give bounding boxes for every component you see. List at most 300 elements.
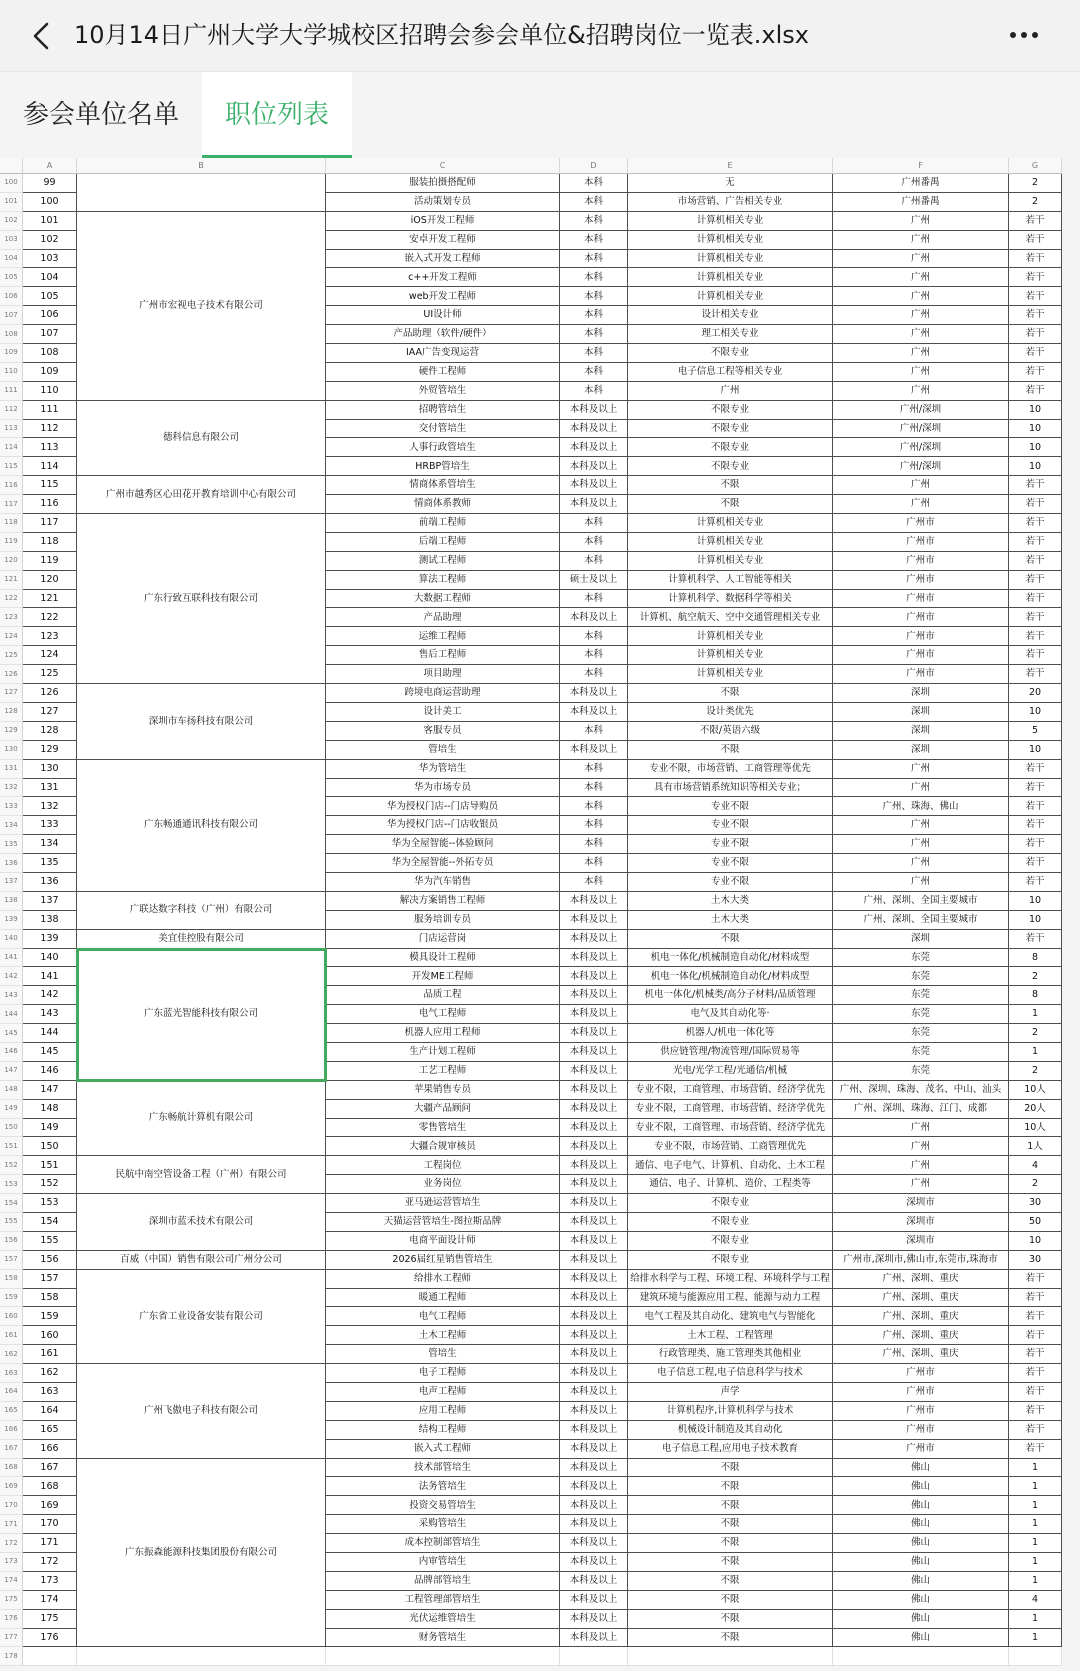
cell-company[interactable]: 百威（中国）销售有限公司广州分公司 [77,1251,326,1270]
cell-major[interactable]: 不限 [628,1591,833,1610]
cell-job-title[interactable]: 机器人应用工程师 [326,1024,560,1043]
cell-serial-no[interactable]: 103 [23,250,77,269]
cell-degree[interactable]: 本科及以上 [560,1270,628,1289]
cell-major[interactable]: 不限 [628,1553,833,1572]
cell-company[interactable]: 民航中南空管设备工程（广州）有限公司 [77,1156,326,1194]
cell-major[interactable]: 专业不限 [628,816,833,835]
cell-location[interactable]: 广州、深圳、重庆 [833,1270,1009,1289]
cell-serial-no[interactable]: 123 [23,627,77,646]
cell-major[interactable]: 理工相关专业 [628,325,833,344]
cell-job-title[interactable]: 人事行政管培生 [326,438,560,457]
cell-headcount[interactable]: 若干 [1009,571,1062,590]
cell-job-title[interactable]: 安卓开发工程师 [326,231,560,250]
row-number[interactable]: 110 [0,363,23,382]
cell-headcount[interactable]: 若干 [1009,1364,1062,1383]
cell-location[interactable]: 广州市,深圳市,佛山市,东莞市,珠海市 [833,1251,1009,1270]
cell-major[interactable]: 计算机相关专业 [628,268,833,287]
row-number[interactable]: 136 [0,854,23,873]
row-number[interactable]: 150 [0,1119,23,1138]
column-header-c[interactable]: C [326,158,560,174]
cell-job-title[interactable]: 电商平面设计师 [326,1232,560,1251]
cell-major[interactable]: 计算机相关专业 [628,287,833,306]
cell-company[interactable]: 德科信息有限公司 [77,401,326,477]
row-number[interactable]: 109 [0,344,23,363]
column-header-e[interactable]: E [628,158,833,174]
cell-serial-no[interactable]: 116 [23,495,77,514]
cell-headcount[interactable]: 若干 [1009,476,1062,495]
cell-job-title[interactable]: 后端工程师 [326,533,560,552]
cell-major[interactable]: 机电一体化/机械类/高分子材料/品质管理 [628,986,833,1005]
cell-major[interactable]: 无 [628,174,833,193]
cell-serial-no[interactable]: 137 [23,892,77,911]
row-number[interactable]: 142 [0,967,23,986]
cell-headcount[interactable]: 若干 [1009,854,1062,873]
cell-job-title[interactable]: 算法工程师 [326,571,560,590]
cell-serial-no[interactable]: 122 [23,608,77,627]
cell-job-title[interactable]: 大疆合规审核员 [326,1137,560,1156]
cell-location[interactable]: 佛山 [833,1515,1009,1534]
cell-serial-no[interactable]: 156 [23,1251,77,1270]
cell-location[interactable]: 广州市 [833,1440,1009,1459]
cell-major[interactable]: 专业不限，工商管理、市场营销、经济学优先 [628,1119,833,1138]
cell-major[interactable]: 计算机、航空航天、空中交通管理相关专业 [628,608,833,627]
cell-serial-no[interactable]: 133 [23,816,77,835]
cell-location[interactable]: 广州市 [833,646,1009,665]
cell-degree[interactable]: 本科及以上 [560,1213,628,1232]
cell-job-title[interactable]: 电声工程师 [326,1383,560,1402]
row-number[interactable]: 166 [0,1421,23,1440]
cell-serial-no[interactable]: 149 [23,1119,77,1138]
cell-major[interactable]: 不限 [628,1459,833,1478]
cell-serial-no[interactable]: 113 [23,438,77,457]
cell-job-title[interactable]: 财务管培生 [326,1629,560,1648]
cell-serial-no[interactable]: 138 [23,911,77,930]
row-number[interactable]: 144 [0,1005,23,1024]
cell-job-title[interactable]: 采购管培生 [326,1515,560,1534]
cell-degree[interactable]: 本科 [560,514,628,533]
cell-major[interactable]: 专业不限，市场营销、工商管理等优先 [628,760,833,779]
cell-job-title[interactable]: 业务岗位 [326,1175,560,1194]
cell-serial-no[interactable]: 175 [23,1610,77,1629]
row-number[interactable]: 121 [0,571,23,590]
cell-headcount[interactable]: 10 [1009,911,1062,930]
row-number[interactable]: 152 [0,1156,23,1175]
cell-major[interactable]: 计算机相关专业 [628,250,833,269]
cell-serial-no[interactable]: 129 [23,741,77,760]
cell-location[interactable]: 广州市 [833,1402,1009,1421]
cell-headcount[interactable]: 1 [1009,1553,1062,1572]
row-number[interactable]: 122 [0,590,23,609]
cell-serial-no[interactable]: 102 [23,231,77,250]
cell-serial-no[interactable]: 166 [23,1440,77,1459]
cell-job-title[interactable]: 嵌入式开发工程师 [326,250,560,269]
cell-job-title[interactable]: HRBP管培生 [326,457,560,476]
cell-degree[interactable]: 本科及以上 [560,401,628,420]
cell-major[interactable]: 不限 [628,1629,833,1648]
cell-major[interactable]: 建筑环境与能源应用工程、能源与动力工程 [628,1289,833,1308]
cell-job-title[interactable]: 大数据工程师 [326,590,560,609]
row-number[interactable]: 113 [0,420,23,439]
cell-degree[interactable]: 本科 [560,722,628,741]
cell-location[interactable]: 深圳市 [833,1194,1009,1213]
cell-headcount[interactable]: 1 [1009,1477,1062,1496]
row-number[interactable]: 115 [0,457,23,476]
row-number[interactable]: 164 [0,1383,23,1402]
cell-location[interactable]: 广州 [833,250,1009,269]
cell-job-title[interactable]: 服务培训专员 [326,911,560,930]
cell-headcount[interactable]: 30 [1009,1251,1062,1270]
tab-job-list[interactable]: 职位列表 [202,72,352,158]
cell-job-title[interactable]: 结构工程师 [326,1421,560,1440]
more-button[interactable] [1004,24,1044,46]
cell-degree[interactable]: 本科及以上 [560,1081,628,1100]
cell-degree[interactable]: 本科及以上 [560,741,628,760]
cell-headcount[interactable]: 2 [1009,1024,1062,1043]
cell-major[interactable]: 专业不限 [628,835,833,854]
row-number[interactable]: 138 [0,892,23,911]
cell-headcount[interactable]: 若干 [1009,287,1062,306]
cell-serial-no[interactable]: 161 [23,1345,77,1364]
row-number[interactable]: 157 [0,1251,23,1270]
cell-degree[interactable]: 本科及以上 [560,1477,628,1496]
cell-headcount[interactable]: 1 [1009,1005,1062,1024]
cell-major[interactable]: 专业不限 [628,797,833,816]
cell-job-title[interactable]: 内审管培生 [326,1553,560,1572]
cell-company[interactable]: 美宜佳控股有限公司 [77,930,326,949]
empty-cell[interactable] [628,1647,833,1666]
cell-serial-no[interactable]: 176 [23,1629,77,1648]
cell-degree[interactable]: 本科 [560,231,628,250]
cell-location[interactable]: 深圳 [833,722,1009,741]
cell-serial-no[interactable]: 147 [23,1081,77,1100]
cell-serial-no[interactable]: 132 [23,797,77,816]
row-number[interactable]: 156 [0,1232,23,1251]
cell-serial-no[interactable]: 114 [23,457,77,476]
cell-job-title[interactable]: 硬件工程师 [326,363,560,382]
cell-job-title[interactable]: 工程管理部管培生 [326,1591,560,1610]
row-number[interactable]: 146 [0,1043,23,1062]
cell-serial-no[interactable]: 107 [23,325,77,344]
cell-job-title[interactable]: 品质工程 [326,986,560,1005]
cell-serial-no[interactable]: 171 [23,1534,77,1553]
row-number[interactable]: 134 [0,816,23,835]
cell-location[interactable]: 广州市 [833,533,1009,552]
cell-location[interactable]: 广州 [833,854,1009,873]
cell-location[interactable]: 广州 [833,382,1009,401]
cell-headcount[interactable]: 4 [1009,1591,1062,1610]
row-number[interactable]: 175 [0,1591,23,1610]
cell-major[interactable]: 电气及其自动化等· [628,1005,833,1024]
cell-job-title[interactable]: 产品助理（软件/硬件） [326,325,560,344]
row-number[interactable]: 100 [0,174,23,193]
cell-headcount[interactable]: 1 [1009,1043,1062,1062]
cell-serial-no[interactable]: 101 [23,212,77,231]
cell-location[interactable]: 广州 [833,268,1009,287]
cell-job-title[interactable]: 技术部管培生 [326,1459,560,1478]
cell-location[interactable]: 东莞 [833,967,1009,986]
cell-headcount[interactable]: 2 [1009,1062,1062,1081]
cell-location[interactable]: 广州 [833,287,1009,306]
cell-major[interactable]: 通信、电子、计算机、造价、工程类等 [628,1175,833,1194]
cell-degree[interactable]: 本科及以上 [560,420,628,439]
cell-company[interactable]: 广联达数字科技（广州）有限公司 [77,892,326,930]
cell-headcount[interactable]: 若干 [1009,665,1062,684]
cell-serial-no[interactable]: 121 [23,590,77,609]
cell-job-title[interactable]: 生产计划工程师 [326,1043,560,1062]
cell-job-title[interactable]: 服装拍摄搭配师 [326,174,560,193]
cell-headcount[interactable]: 若干 [1009,514,1062,533]
cell-major[interactable]: 不限专业 [628,1232,833,1251]
cell-location[interactable]: 东莞 [833,986,1009,1005]
cell-serial-no[interactable]: 131 [23,779,77,798]
cell-degree[interactable]: 本科及以上 [560,1459,628,1478]
cell-headcount[interactable]: 若干 [1009,1270,1062,1289]
cell-headcount[interactable]: 10人 [1009,1119,1062,1138]
cell-degree[interactable]: 本科 [560,760,628,779]
cell-headcount[interactable]: 1 [1009,1572,1062,1591]
column-header-g[interactable]: G [1009,158,1062,174]
cell-location[interactable]: 广州市 [833,590,1009,609]
empty-cell[interactable] [1009,1647,1062,1666]
row-number[interactable]: 155 [0,1213,23,1232]
cell-major[interactable]: 专业不限 [628,873,833,892]
cell-headcount[interactable]: 若干 [1009,231,1062,250]
cell-location[interactable]: 广州 [833,325,1009,344]
cell-serial-no[interactable]: 154 [23,1213,77,1232]
cell-location[interactable]: 广州、深圳、全国主要城市 [833,911,1009,930]
cell-job-title[interactable]: 客服专员 [326,722,560,741]
cell-job-title[interactable]: c++开发工程师 [326,268,560,287]
row-number[interactable]: 124 [0,627,23,646]
cell-job-title[interactable]: 测试工程师 [326,552,560,571]
cell-major[interactable]: 计算机相关专业 [628,212,833,231]
cell-company[interactable]: 广东振森能源科技集团股份有限公司 [77,1459,326,1648]
row-number[interactable]: 123 [0,608,23,627]
cell-degree[interactable]: 本科 [560,287,628,306]
cell-job-title[interactable]: 成本控制部管培生 [326,1534,560,1553]
cell-degree[interactable]: 本科 [560,174,628,193]
cell-job-title[interactable]: 模具设计工程师 [326,949,560,968]
cell-location[interactable]: 广州 [833,344,1009,363]
cell-location[interactable]: 东莞 [833,1024,1009,1043]
cell-degree[interactable]: 本科及以上 [560,684,628,703]
cell-headcount[interactable]: 若干 [1009,590,1062,609]
cell-job-title[interactable]: 运维工程师 [326,627,560,646]
cell-location[interactable]: 广州、深圳、重庆 [833,1289,1009,1308]
cell-location[interactable]: 深圳市 [833,1213,1009,1232]
cell-degree[interactable]: 本科及以上 [560,438,628,457]
cell-serial-no[interactable]: 144 [23,1024,77,1043]
cell-job-title[interactable]: 设计美工 [326,703,560,722]
cell-major[interactable]: 不限专业 [628,438,833,457]
cell-location[interactable]: 广州市 [833,608,1009,627]
row-number[interactable]: 131 [0,760,23,779]
cell-degree[interactable]: 本科及以上 [560,1402,628,1421]
cell-degree[interactable]: 本科及以上 [560,703,628,722]
cell-location[interactable]: 广州、深圳、珠海、江门、成都 [833,1100,1009,1119]
cell-major[interactable]: 不限/英语六级 [628,722,833,741]
cell-degree[interactable]: 本科 [560,325,628,344]
cell-headcount[interactable]: 50 [1009,1213,1062,1232]
cell-major[interactable]: 光电/光学工程/光通信/机械 [628,1062,833,1081]
cell-degree[interactable]: 本科及以上 [560,1534,628,1553]
cell-location[interactable]: 东莞 [833,1005,1009,1024]
empty-cell[interactable] [23,1647,77,1666]
cell-major[interactable]: 计算机相关专业 [628,627,833,646]
cell-company[interactable]: 广东畅航计算机有限公司 [77,1081,326,1157]
row-number[interactable]: 106 [0,287,23,306]
cell-job-title[interactable]: 暖通工程师 [326,1289,560,1308]
cell-location[interactable]: 广州市 [833,1421,1009,1440]
cell-headcount[interactable]: 8 [1009,986,1062,1005]
row-number[interactable]: 141 [0,949,23,968]
column-header-a[interactable]: A [23,158,77,174]
cell-headcount[interactable]: 10 [1009,420,1062,439]
row-number[interactable]: 170 [0,1496,23,1515]
cell-major[interactable]: 不限 [628,476,833,495]
cell-location[interactable]: 广州/深圳 [833,401,1009,420]
cell-major[interactable]: 不限专业 [628,1194,833,1213]
cell-serial-no[interactable]: 128 [23,722,77,741]
cell-headcount[interactable]: 20人 [1009,1100,1062,1119]
cell-job-title[interactable]: 华为汽车销售 [326,873,560,892]
cell-job-title[interactable]: 管培生 [326,1345,560,1364]
cell-headcount[interactable]: 10人 [1009,1081,1062,1100]
row-number[interactable]: 139 [0,911,23,930]
cell-headcount[interactable]: 若干 [1009,816,1062,835]
cell-degree[interactable]: 本科及以上 [560,930,628,949]
row-number[interactable]: 112 [0,401,23,420]
cell-location[interactable]: 广州番禺 [833,174,1009,193]
cell-headcount[interactable]: 2 [1009,193,1062,212]
cell-job-title[interactable]: 跨境电商运营助理 [326,684,560,703]
cell-job-title[interactable]: 应用工程师 [326,1402,560,1421]
cell-job-title[interactable]: 电气工程师 [326,1005,560,1024]
row-number[interactable]: 171 [0,1515,23,1534]
cell-major[interactable]: 土木大类 [628,892,833,911]
cell-location[interactable]: 佛山 [833,1610,1009,1629]
cell-headcount[interactable]: 10 [1009,703,1062,722]
cell-degree[interactable]: 本科及以上 [560,1610,628,1629]
cell-headcount[interactable]: 若干 [1009,533,1062,552]
cell-location[interactable]: 广州 [833,306,1009,325]
cell-degree[interactable]: 本科 [560,382,628,401]
cell-headcount[interactable]: 20 [1009,684,1062,703]
cell-job-title[interactable]: UI设计师 [326,306,560,325]
cell-serial-no[interactable]: 169 [23,1496,77,1515]
cell-major[interactable]: 给排水科学与工程、环境工程、环境科学与工程 [628,1270,833,1289]
column-header-d[interactable]: D [560,158,628,174]
cell-location[interactable]: 深圳 [833,930,1009,949]
cell-location[interactable]: 佛山 [833,1629,1009,1648]
cell-location[interactable]: 广州 [833,1156,1009,1175]
empty-cell[interactable] [77,1647,326,1666]
cell-location[interactable]: 广州 [833,816,1009,835]
cell-degree[interactable]: 本科及以上 [560,1119,628,1138]
cell-job-title[interactable]: iOS开发工程师 [326,212,560,231]
cell-major[interactable]: 不限 [628,1515,833,1534]
cell-job-title[interactable]: 产品助理 [326,608,560,627]
cell-job-title[interactable]: web开发工程师 [326,287,560,306]
cell-degree[interactable]: 本科及以上 [560,1024,628,1043]
cell-headcount[interactable]: 1 [1009,1629,1062,1648]
cell-company[interactable]: 广东畅通通讯科技有限公司 [77,760,326,892]
cell-headcount[interactable]: 若干 [1009,1440,1062,1459]
cell-serial-no[interactable]: 155 [23,1232,77,1251]
cell-degree[interactable]: 本科及以上 [560,1421,628,1440]
row-number[interactable]: 165 [0,1402,23,1421]
cell-degree[interactable]: 本科 [560,533,628,552]
cell-serial-no[interactable]: 111 [23,401,77,420]
cell-location[interactable]: 东莞 [833,949,1009,968]
cell-location[interactable]: 广州、深圳、珠海、茂名、中山、汕头 [833,1081,1009,1100]
cell-company[interactable] [77,174,326,212]
cell-headcount[interactable]: 1 [1009,1459,1062,1478]
row-number[interactable]: 102 [0,212,23,231]
cell-job-title[interactable]: 前端工程师 [326,514,560,533]
cell-job-title[interactable]: 情商体系教师 [326,495,560,514]
cell-job-title[interactable]: 华为全屋智能--外拓专员 [326,854,560,873]
cell-degree[interactable]: 本科及以上 [560,495,628,514]
row-number[interactable]: 104 [0,250,23,269]
cell-headcount[interactable]: 若干 [1009,779,1062,798]
cell-job-title[interactable]: 活动策划专员 [326,193,560,212]
cell-degree[interactable]: 本科及以上 [560,1572,628,1591]
cell-major[interactable]: 不限专业 [628,457,833,476]
cell-major[interactable]: 不限专业 [628,420,833,439]
cell-location[interactable]: 广州、深圳、重庆 [833,1326,1009,1345]
cell-major[interactable]: 电子信息工程,应用电子技术教育 [628,1440,833,1459]
cell-headcount[interactable]: 1 [1009,1496,1062,1515]
cell-major[interactable]: 专业不限 [628,854,833,873]
cell-job-title[interactable]: 华为授权门店--门店收银员 [326,816,560,835]
cell-job-title[interactable]: 招聘管培生 [326,401,560,420]
row-number[interactable]: 114 [0,438,23,457]
row-number[interactable]: 101 [0,193,23,212]
cell-headcount[interactable]: 若干 [1009,1402,1062,1421]
cell-degree[interactable]: 本科及以上 [560,892,628,911]
cell-headcount[interactable]: 30 [1009,1194,1062,1213]
cell-headcount[interactable]: 若干 [1009,250,1062,269]
cell-job-title[interactable]: 华为市场专员 [326,779,560,798]
cell-headcount[interactable]: 若干 [1009,495,1062,514]
cell-serial-no[interactable]: 109 [23,363,77,382]
cell-serial-no[interactable]: 173 [23,1572,77,1591]
cell-job-title[interactable]: 给排水工程师 [326,1270,560,1289]
cell-major[interactable]: 市场营销、广告相关专业 [628,193,833,212]
row-number[interactable]: 176 [0,1610,23,1629]
cell-degree[interactable]: 本科 [560,873,628,892]
cell-major[interactable]: 不限 [628,1572,833,1591]
cell-location[interactable]: 广州市 [833,1364,1009,1383]
cell-degree[interactable]: 本科及以上 [560,1553,628,1572]
cell-major[interactable]: 计算机科学、人工智能等相关 [628,571,833,590]
cell-location[interactable]: 广州番禺 [833,193,1009,212]
cell-location[interactable]: 广州 [833,835,1009,854]
cell-serial-no[interactable]: 126 [23,684,77,703]
cell-serial-no[interactable]: 119 [23,552,77,571]
cell-major[interactable]: 土木大类 [628,911,833,930]
row-number[interactable]: 145 [0,1024,23,1043]
cell-serial-no[interactable]: 127 [23,703,77,722]
cell-degree[interactable]: 本科及以上 [560,967,628,986]
row-number[interactable]: 137 [0,873,23,892]
cell-company[interactable]: 深圳市车扬科技有限公司 [77,684,326,760]
cell-headcount[interactable]: 若干 [1009,344,1062,363]
cell-serial-no[interactable]: 152 [23,1175,77,1194]
row-number[interactable]: 128 [0,703,23,722]
cell-degree[interactable]: 本科 [560,268,628,287]
